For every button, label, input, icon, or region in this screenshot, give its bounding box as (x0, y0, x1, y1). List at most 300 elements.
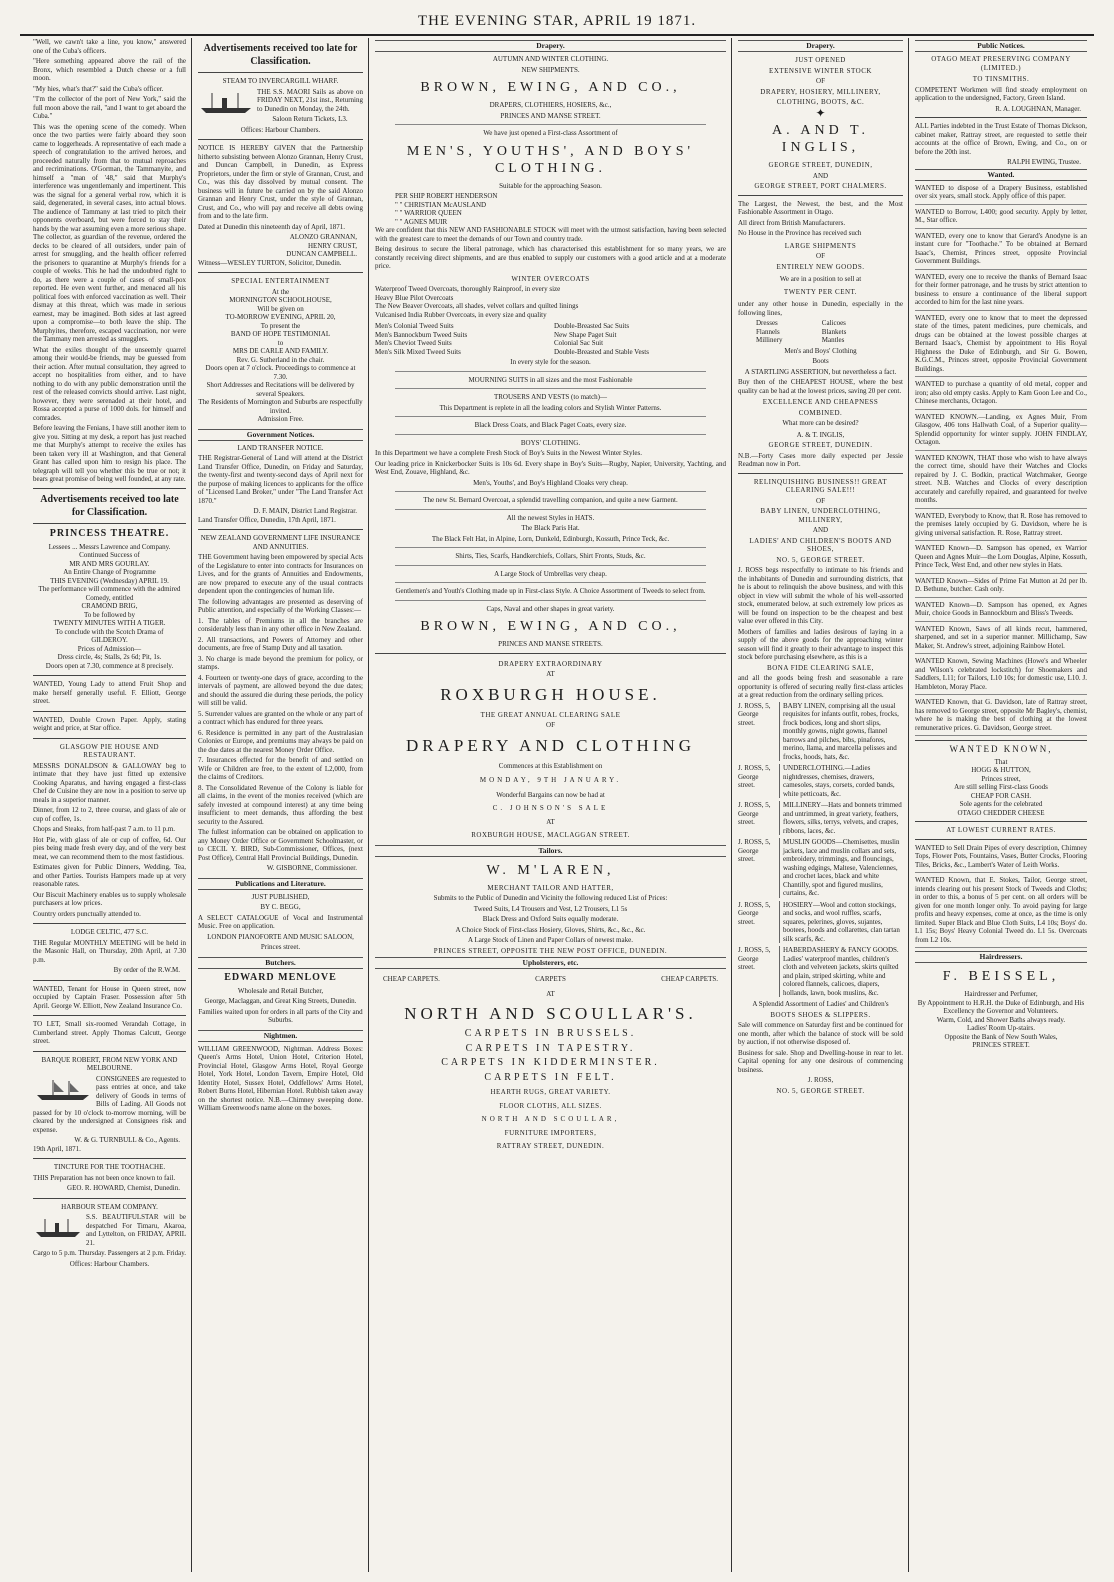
mlaren-black: Black Dress and Oxford Suits equally moderate. (482, 915, 619, 923)
greenwood-ad: WILLIAM GREENWOOD, Nightman. Address Boxes: Queen's Arms Hotel, Union Hotel, Criterion Hotel, Provincial Hotel, Glasgow Arms Hotel, Royal George Hotel, York Hotel, London Tavern, Empire Hotel, Old Identity Hotel, Sussex Hotel, Oddfellows' Arms Hotel, Robert Burns Hotel, Hibernian Hotel. Rubbish taken away on the shortest notice. N.B.—Chimney sweeping done. William Greenwood's name alone on the boxes. (198, 1044, 363, 1112)
ross-item (738, 764, 903, 798)
land-ad (198, 444, 363, 525)
firm-streets: PRINCES AND MANSE STREET. (500, 111, 601, 120)
nzgov-intro: The following advantages are presented as deserving of Public attention, and especially of the Working Classes:— (198, 597, 363, 614)
special-line: Short Addresses and Recitations will be delivered by several Speakers. (206, 381, 355, 398)
carpets-head-row (383, 975, 718, 984)
suit-item: Double-Breasted and Stable Vests (554, 347, 649, 356)
section-head: Advertisements received too late for Classification. (203, 43, 358, 67)
lodge-title: LODGE CELTIC, 477 S.C. (70, 928, 149, 936)
suit-item: Men's Cheviot Tweed Suits (375, 339, 452, 347)
special-line: BAND OF HOPE TESTIMONIAL (230, 330, 331, 338)
harbour-offices: Offices: Harbour Chambers. (69, 1259, 150, 1268)
boys-text: In this Department we have a complete Fresh Stock of Boy's Suits in the Newest Winter Styles. (375, 449, 642, 457)
baby-line: BABY LINEN, UNDERCLOTHING, MILLINERY, (760, 507, 881, 524)
port-line: GEORGE STREET, PORT CHALMERS. (754, 182, 887, 190)
pairs-list (738, 319, 903, 345)
suit-item: Men's Colonial Tweed Suits (375, 322, 454, 330)
theatre-line: To be followed by (83, 610, 136, 619)
just-text: A SELECT CATALOGUE of Vocal and Instrumental Music. Free on application. (198, 913, 363, 930)
firm-name: BROWN, EWING, AND CO., (420, 80, 681, 95)
nzgov-item: 5. Surrender values are granted on the whole or any part of a contract which has endured for three years. (198, 709, 363, 726)
column-4 (733, 38, 909, 1572)
umbrellas-line: A Large Stock of Umbrellas very cheap. (494, 569, 607, 578)
menlove-line: George, Maclaggan, and Great King Streets, Dunedin. (204, 997, 357, 1005)
desired-line: What more can be desired? (782, 419, 859, 427)
ship-name: " " AGNES MUIR (395, 217, 448, 226)
beissel-line: Opposite the Bank of New South Wales, (944, 1032, 1058, 1041)
paris-line: The Black Paris Hat. (521, 524, 580, 532)
suit-item: New Shape Paget Suit (554, 330, 617, 339)
wanted-ad: WANTED to dispose of a Drapery Business, established over six years, small stock. Apply office of this paper. (915, 184, 1087, 205)
barque-sign: W. & G. TURNBULL & Co., Agents. (74, 1136, 180, 1144)
opened-line: JUST OPENED (795, 56, 846, 64)
boys-head: BOYS' CLOTHING. (520, 438, 581, 447)
nzgov-text: THE Government having been empowered by special Acts of the Legislature to enter into contracts for Insurances on Lives, and for the grants of Annuities and Endowments, are now prepared to execute any of the usual contracts dependent upon the contingencies of human life. (198, 553, 363, 595)
boots-shoes-line: BOOTS SHOES & SLIPPERS. (770, 1010, 871, 1019)
ross-item-side: J. ROSS, 5, George street. (738, 900, 771, 926)
beissel-line: Warm, Cold, and Shower Baths always ready. (936, 1015, 1066, 1024)
wanted-ad: WANTED Known, that E. Stokes, Tailor, George street, intends clearing out his present Stock of Tweeds and Cloths; in order to this, a bonus of 5 per cent. on all orders will be given for one month longer only. To avoid paying for large profits and heavy expenses, come at once, as the time is only limited. Super Black and Blue Cloth Suits, L4 10s; Boys' do. L1 15s; Boys' Heavy Colonial Tweed do. L1 5s. Overcoats from L2 10s. (915, 876, 1087, 948)
notice-dated: Dated at Dunedin this nineteenth day of April, 1871. (198, 222, 345, 231)
special-line: MRS DE CARLE AND FAMILY. (232, 347, 329, 355)
wanted-ad: WANTED, Young Lady to attend Fruit Shop and make herself generally useful. F. Elliott, George street. (33, 680, 186, 705)
suit-item: Men's Silk Mixed Tweed Suits (375, 347, 461, 356)
nzgov-outro: The fullest information can be obtained on application to any Money Order Office or Government Schoolmaster, or to CECIL Y. BIRD, Sub-Commissioner, Offices, (next Post Office), Central Hall Provincial Buildings, Dunedin. (198, 828, 363, 862)
nzgov-item: 3. No charge is made beyond the premium for policy, or stamps. (198, 654, 363, 671)
splendid-line: A Splendid Assortment of Ladies' and Children's (752, 1000, 889, 1008)
theatre-line: MR AND MRS GOURLAY. (69, 559, 150, 568)
rattray-line: RATTRAY STREET, DUNEDIN. (496, 1142, 605, 1150)
firm-name: BROWN, EWING, AND CO., (420, 619, 681, 634)
section-head: Hairdressers. (915, 951, 1087, 963)
special-lines (198, 288, 363, 424)
column-3 (370, 38, 732, 1572)
ladies-line: LADIES' AND CHILDREN'S BOOTS AND SHOES, (749, 536, 892, 553)
black-dress-line: Black Dress Coats, and Black Paget Coats, every size. (474, 421, 627, 429)
commences-line: Commences at this Establishment on (498, 761, 603, 770)
nzgov-title: NEW ZEALAND GOVERNMENT LIFE INSURANCE AND ANNUITIES. (200, 534, 361, 551)
ross-item-side: J. ROSS, 5, George street. (738, 838, 771, 863)
land-title: LAND TRANSFER NOTICE. (237, 443, 324, 452)
firm-trade: DRAPERS, CLOTHIERS, HOSIERS, &c., (489, 101, 612, 109)
glasgow-line: Our Biscuit Machinery enables us to supply wholesale purchasers at low prices. (33, 890, 186, 907)
mens-clothing: MEN'S, YOUTHS', AND BOYS' CLOTHING. (406, 143, 695, 176)
opened-line: We have just opened a First-class Assortment of (483, 129, 618, 137)
theatre-line: GILDEROY. (91, 636, 128, 644)
land-text: THE Registrar-General of Land will attend at the District Land Transfer Office, Dunedin, on Friday and Saturday, the twenty-first and twenty-second days of April next for the purpose of making licences to applicants for the office of "Licensed Land Broker," under "The Land Transfer Act 1870." (198, 454, 363, 505)
story-paragraph: "Well, we cawn't take a line, you know," answered one of the Cuba's officers. (33, 38, 186, 55)
beissel-line: PRINCES STREET. (972, 1041, 1030, 1049)
theatre-lines (33, 543, 186, 671)
special-title: SPECIAL ENTERTAINMENT (231, 277, 330, 285)
just-by: BY C. BEGG, (260, 903, 301, 911)
harbour-title: HARBOUR STEAM COMPANY. (61, 1202, 158, 1211)
nzgov-item: 4. Fourteen or twenty-one days of grace, according to the intervals of payment, are allowed beyond the due dates; and should the assured die during these periods, the policy will still be valid. (198, 673, 363, 707)
bona-text: and all the goods being fresh and seasonable a rare opportunity is offered of securing really first-class articles at a great reduction from the ordinary selling prices. (738, 674, 903, 699)
section-head: Advertisements received too late for Classification. (40, 493, 179, 518)
ross-item (738, 901, 903, 944)
ross-sign: J. ROSS, (807, 1076, 834, 1084)
tincture-text: THIS Preparation has not been once known to fail. (33, 1173, 176, 1182)
overcoat-item: Vulcanised India Rubber Overcoats, in every size and quality (375, 310, 547, 319)
every-style: In every style for the season. (510, 358, 591, 366)
ross-item (738, 946, 903, 997)
confident-text: We are confident that this NEW AND FASHIONABLE STOCK will meet with the utmost satisfaction, having been selected with the greatest care to meet the demands of our Town and country trade. (375, 226, 726, 243)
tin-text: COMPETENT Workmen will find steady employment on application to the undersigned, Factory, Green Island. (915, 85, 1087, 102)
addr-line: NO. 5, GEORGE STREET. (776, 555, 865, 564)
hogg-line: Are still selling First-class Goods (954, 783, 1048, 791)
steam-title: STEAM TO INVERCARGILL WHARF. (222, 77, 339, 85)
glasgow-line: Chops and Steaks, from half-past 7 a.m. to 11 p.m. (33, 825, 176, 833)
relinq-line: RELINQUISHING BUSINESS!! GREAT CLEARING SALE!!! (753, 477, 888, 494)
steamship-icon (33, 1216, 83, 1240)
north-scoullar: NORTH AND SCOULLAR'S. (404, 1004, 697, 1023)
trousers-line: TROUSERS AND VESTS (to match)— (493, 393, 608, 401)
story-paragraph: Before leaving the Fenians, I have still another item to give you. Sitting at my desk, a report has just reached me that Murphy's attempt to receive the exiles has been taken very ill at Washington, and that General Grant has called upon him to resign his place. The telegraph will tell you whether this be true or not; it bears great promise of being well founded, at any rate. (33, 424, 186, 483)
hogg-line: CHEAP FOR CASH. (970, 791, 1032, 800)
no-house-text: No House in the Province has received such (738, 229, 862, 237)
theatre-line: Prices of Admission— (77, 644, 142, 653)
hogg-line: That (994, 757, 1008, 766)
nzgov-sign: W. GISBORNE, Commissioner. (266, 864, 357, 872)
sale-text: Sale will commence on Saturday first and be continued for one month, after which the balance of stock will be sold by auction, if not otherwise disposed of. (738, 1021, 903, 1046)
special-line: Rev. G. Sutherland in the chair. (236, 355, 325, 364)
tin-sign: R. A. LOUGHNAN, Manager. (995, 104, 1081, 113)
at-line: AT (546, 670, 555, 678)
wanted-ad: WANTED, Everybody to Know, that R. Rose has removed to the premises lately occupied by G. Davidson, where he is giving universal satisfaction. R. Rose, Rattray street. (915, 512, 1087, 542)
suit-item: Men's Bannockburn Tweed Suits (375, 330, 468, 339)
hogg-line: Princes street, (981, 774, 1021, 783)
just-title: JUST PUBLISHED, (251, 892, 310, 901)
menlove-line: Families waited upon for orders in all parts of the City and Suburbs. (198, 1007, 363, 1024)
of-line: OF (816, 77, 825, 85)
nzgov-item: 2. All transactions, and Powers of Attorney and other documents, are free of Stamp Duty and all taxation. (198, 635, 363, 652)
ross-item-side: J. ROSS, 5, George street. (738, 801, 771, 826)
new-shipments: NEW SHIPMENTS. (521, 65, 580, 74)
inglis-sign: A. & T. INGLIS, (796, 430, 845, 439)
drapery-clothing: DRAPERY AND CLOTHING (405, 735, 696, 755)
harbour-ad (33, 1203, 186, 1269)
lodge-text: THE Regular MONTHLY MEETING will be held in the Masonic Hall, on Thursday, 20th April, at 7.30 p.m. (33, 938, 186, 964)
suitable-line: Suitable for the approaching Season. (499, 181, 602, 190)
ross-item-side: J. ROSS, 5, George street. (738, 701, 771, 727)
divider-icon: ✦ (815, 105, 826, 120)
story-paragraph: "My hies, what's that?" said the Cuba's officer. (33, 84, 164, 93)
section-head: Upholsterers, etc. (375, 957, 726, 969)
ship-name: " " WARRIOR QUEEN (395, 209, 462, 217)
pair-item: Blankets (821, 327, 847, 336)
wanted-ad: WANTED, Tenant for House in Queen street, now occupied by Captain Fraser. Possession after 5th April. George W. Elliott, New Zealand Insurance Co. (33, 984, 186, 1010)
under-text: under any other house in Dunedin, especially in the following lines, (738, 300, 903, 317)
hats-line: All the newest Styles in HATS. (506, 513, 595, 522)
carpets-line: CARPETS IN BRUSSELS. (464, 1028, 637, 1039)
section-head: Butchers. (198, 957, 363, 969)
ship-icon (33, 1078, 93, 1102)
desirous-text: Being desirous to secure the liberal patronage, which has characterised this establishment for so many years, we are constantly receiving direct shipments, and are thus enabled to supply our customers with a good article and at a moderate price. (375, 245, 726, 270)
just-shop: LONDON PIANOFORTE AND MUSIC SALOON, (207, 932, 354, 941)
theatre-line: The performance will commence with the admired Comedy, entitled (38, 585, 181, 602)
boots-line: Boots (812, 357, 829, 365)
mlaren-name: W. M'LAREN, (486, 862, 615, 878)
large-line: LARGE SHIPMENTS (784, 241, 857, 250)
theatre-line: Continued Success of (79, 551, 140, 559)
section-head: Tailors. (375, 845, 726, 857)
replete-line: This Department is replete in all the leading colors and Stylish Winter Patterns. (439, 403, 662, 412)
carpets-lines (375, 1030, 726, 1082)
autumn-line: AUTUMN AND WINTER CLOTHING. (492, 55, 609, 63)
and-line: AND (812, 526, 829, 534)
nzgov-item: 1. The tables of Premiums in all the branches are considerably less than in any other office in New Zealand. (198, 616, 363, 633)
notice-sign: DUNCAN CAMPBELL. (286, 250, 357, 258)
bargains-line: Wonderful Bargains can now be had at (496, 790, 605, 799)
theatre-line: Lessees ... Messrs Lawrence and Company. (48, 542, 171, 551)
glasgow-lines (33, 762, 186, 919)
and-line: AND (812, 171, 829, 180)
section-head: Drapery. (375, 40, 726, 52)
hearth-line: HEARTH RUGS, GREAT VARIETY. (490, 1088, 611, 1096)
ships-list (395, 192, 726, 226)
wanted-ad: WANTED, every one to receive the thanks of Bernard Isaac for their former patronage, and he trusts by strict attention to business to ensure a continuance of the liberal support accorded to him for the last nine years. (915, 273, 1087, 311)
entirely-line: ENTIRELY NEW GOODS. (776, 262, 865, 271)
mlaren-prices: Tweed Suits, L4 Trousers and Vest, L2 Trousers, L1 5s (473, 904, 628, 913)
wanted-ad: WANTED to Sell Drain Pipes of every description, Chimney Tops, Flower Pots, Fountains, Vases, Butter Crocks, Flooring Tiles, Bricks, &c., Lambert's Water of Leith Works. (915, 844, 1087, 874)
tolet-ad: TO LET, Small six-roomed Verandah Cottage, in Cumberland street. Apply Thomas Calcutt, George street. (33, 1020, 186, 1045)
steam-fares: Saloon Return Tickets, L3. (272, 115, 348, 123)
mlaren-text: Submits to the Public of Dunedin and Vicinity the following reduced List of Prices: (433, 894, 668, 902)
suits-right (554, 322, 726, 356)
pair-item: Mantles (821, 336, 845, 344)
column-1 (28, 38, 192, 1572)
section-head: Nightmen. (198, 1030, 363, 1042)
story-lines (33, 38, 186, 484)
monday-line: MONDAY, 9TH JANUARY. (479, 776, 622, 784)
inglis-name: A. AND T. INGLIS, (772, 123, 869, 155)
beissel-lines (915, 990, 1087, 1050)
mens-line: Men's and Boys' Clothing (784, 346, 857, 355)
theatre-line: An Entire Change of Programme (63, 568, 156, 576)
ross-item-text: HABERDASHERY & FANCY GOODS. Ladies' waterproof mantles, children's cloth and velveteen jackets, skirts quilted and plain, striped skirting, white and colored flannels, calicoes, diapers, hollands, lawn, book muslins, &c. (779, 946, 903, 997)
land-date: Land Transfer Office, Dunedin, 17th April, 1871. (198, 515, 336, 524)
firm-streets: PRINCES AND MANSE STREETS. (498, 640, 603, 648)
special-line: TO-MORROW EVENING, APRIL 20, (225, 313, 336, 321)
nzgov-item: 8. The Consolidated Revenue of the Colony is liable for all claims, in the event of the monies received (which are safely invested at compound interest) at any time being insufficient to meet demands, thus affording the best security to the Assured. (198, 783, 363, 826)
special-line: Doors open at 7 o'clock. Proceedings to commence at 7.30. (205, 364, 356, 381)
ship-name: PER SHIP ROBERT HENDERSON (395, 192, 498, 200)
carpets-line: CARPETS IN TAPESTRY. (465, 1042, 636, 1054)
buy-text: Buy then of the CHEAPEST HOUSE, where the best quality can be had at the lowest prices, saving 20 per cent. (738, 378, 903, 395)
glasgow-line: MESSRS DONALDSON & GALLOWAY beg to intimate that they have just fitted up extensive Cooking Aparatus, and having engaged a first-class Chef de Cuisine they are now in a position to serve up meals in a superior manner. (33, 761, 186, 804)
barque-text: CONSIGNEES are requested to pass entries at once, and take delivery of Goods in terms of Bills of Lading. All Goods not passed for by 10 o'clock to-morrow morning, will be cleared by the undersigned at Consignees risk and expense. (33, 1074, 186, 1134)
story-paragraph: What the exiles thought of the unseemly quarrel among their would-be friends, may be guessed from their action. After mutual consultation, they agreed to accept no hospitalities from either, and to have nothing to do with any public demonstration until the rest of the released convicts should arrive. Last night, however, they were serenaded at their hotel, and Rossa accepted a purse of 1000 dols. for himself and comrades. (33, 345, 186, 422)
special-line: To present the (260, 321, 301, 330)
tincture-sign: GEO. R. HOWARD, Chemist, Dunedin. (67, 1184, 180, 1192)
mlaren-choice: A Choice Stock of First-class Hosiery, Gloves, Shirts, &c., &c., &c. (455, 925, 646, 934)
ross-item-text: MILLINERY—Hats and bonnets trimmed and untrimmed, in great variety, feathers, flowers, silks, terrys, velvets, and crapes, ribbons, laces, &c. (779, 801, 903, 835)
roxburgh-street: ROXBURGH HOUSE, MACLAGGAN STREET. (471, 831, 630, 839)
wanted-ad: WANTED to Borrow, L400; good security. Apply by letter, M., Star office. (915, 208, 1087, 229)
shirts-line: Shirts, Ties, Scarfs, Handkerchiefs, Collars, Shirt Fronts, Studs, &c. (455, 552, 646, 560)
suits-table (375, 322, 726, 356)
mlaren-linen: A Large Stock of Linen and Paper Collars of newest make. (468, 936, 633, 944)
wanted-ad: WANTED Known—D. Sampson has opened, ex Agnes Muir, choice Goods in Bannockburn and Bliss's Tweeds. (915, 601, 1087, 622)
notice-witness: Witness—WESLEY TURTON, Solicitor, Dunedin. (198, 258, 342, 267)
ross-item (738, 702, 903, 762)
special-line: At the (271, 287, 290, 296)
pair-row (756, 328, 885, 337)
notice-sign: ALONZO GRANNAN, (289, 233, 357, 241)
story-paragraph: "Here something appeared above the rail of the Bronx, which resembled a Dutch cheese or a full moon. (33, 57, 186, 82)
glasgow-title: GLASGOW PIE HOUSE AND RESTAURANT. (59, 742, 160, 759)
at-line: AT (546, 817, 555, 826)
carpets-center: CARPETS (535, 975, 566, 983)
ross-item-text: UNDERCLOTHING.—Ladies nightdresses, chemises, drawers, camesoles, stays, corsets, corded bands, white petticoats, &c. (779, 764, 903, 798)
ross-item-text: HOSIERY—Wool and cotton stockings, and socks, and wool ruffles, scarfs, squares, pelerines, gloves, sujantes, bootees, hoods and collarettes, clan tartan silk scarfs, &c. (779, 901, 903, 944)
menlove-ad (198, 972, 363, 1025)
section-head: Publications and Literature. (198, 878, 363, 890)
theatre-line: TWENTY MINUTES WITH A TIGER. (53, 619, 166, 627)
overcoat-item: Heavy Blue Pilot Overcoats (375, 293, 454, 302)
johnson-line: C. JOHNSON'S SALE (492, 804, 609, 812)
steam-text: THE S.S. MAORI Sails as above on FRIDAY NEXT, 21st inst., Returning to Dunedin on Monday, the 24th. (257, 87, 363, 113)
theatre-line: Doors open at 7.30, commence at 8 precisely. (45, 661, 174, 670)
ross-text: J. ROSS begs respectfully to intimate to his friends and the inhabitants of Dunedin and surrounding districts, that he is about to relinquish the above business, and with this object in view will submit the whole of his well-assorted stock, enumerated below, at such extremely low prices as will be found on inspection to be the cheapest and best value ever offered in this City. (738, 566, 903, 625)
wanted-ad: WANTED Known, Saws of all kinds recut, hammered, sharpened, and set in a superior manner. Millichamp, Saw Maker, St. Andrew's street, adjoining Rainbow Hotel. (915, 625, 1087, 655)
ns-line: NORTH AND SCOULLAR, (481, 1115, 620, 1123)
clearing-line: THE GREAT ANNUAL CLEARING SALE (480, 710, 621, 719)
barque-date: 19th April, 1871. (33, 1144, 81, 1153)
special-line: to (277, 338, 284, 347)
tincture-title: TINCTURE FOR THE TOOTHACHE. (53, 1163, 166, 1171)
bernard-line: The new St. Bernard Overcoat, a splendid travelling companion, and quite a new Garment. (423, 496, 678, 504)
nzgov-items (198, 617, 363, 827)
twenty-line: TWENTY PER CENT. (783, 287, 858, 296)
lowest-line: AT LOWEST CURRENT RATES. (946, 826, 1056, 834)
winter-head: WINTER OVERCOATS (511, 274, 590, 283)
hogg-lines (915, 758, 1087, 818)
overcoat-item: The New Beaver Overcoats, all shades, velvet collars and quilted linings (375, 302, 579, 310)
ewing-sign: RALPH EWING, Trustee. (1007, 158, 1081, 166)
wanted-b-list (915, 844, 1087, 949)
clothing-line: CLOTHING, BOOTS, &C. (776, 98, 865, 106)
ross-items (738, 702, 903, 998)
ross-item-side: J. ROSS, 5, George street. (738, 946, 771, 971)
theatre-line: THIS EVENING (Wednesday) APRIL 19. (50, 576, 169, 585)
theatre-line: CRAMOND BRIG, (81, 602, 138, 610)
glasgow-line: Country orders punctually attended to. (33, 909, 141, 918)
glasgow-line: Hot Pie, with glass of ale or cup of coffee, 6d. Our pies being made fresh every day, and of the very best meat, we can recommend them to the most fastidious. (33, 835, 186, 861)
bona-line: BONA FIDE CLEARING SALE, (767, 663, 874, 672)
beissel-line: By Appointment to H.R.H. the Duke of Edinburgh, and His Excellency the Governor and Volunteers. (917, 998, 1085, 1015)
notice-signs (198, 233, 357, 259)
pair-row (756, 319, 885, 328)
carpets-line: CARPETS IN FELT. (484, 1071, 617, 1083)
just-ad (198, 893, 363, 952)
wanted-list (915, 184, 1087, 737)
story-paragraph: This was the opening scene of the comedy. When once the two parties were fairly aboard they soon came to loggerheads. A representative of each made a speech of congratulation to the arrived heroes, and proceeded naturally from that to mutual reproaches and recriminations. O'Gorman, the Tammanyite, and himself a "man of '48," said that Murphy's interference was ungentlemanly and impertinent. This was the signal for a general verbal row, which it is said, degenerated, in several cases, into actual blows. The audience of Tammany at last tried to pitch their opponents overboard, but were forced to stay their hands by the war assuming even a more serious shape. The collector, as guardian of the revenue, ordered the decks to be cleared of all outsiders, under pain of arrest for smuggling, and the health officer referred the prisoners to quarantine at Murphy's friends for a couple of weeks. This he had the undoubted right to do, as there were a couple of cases of small-pox reported. He even went further, and menaced all his political foes with enforced vaccination as well. Their dismay at this threat, which was made in serious earnest, may be imagined. Both sides at last agreed upon a compromise—to both leave the ship. The Murphyites, therefore, escaped vaccination, nor were the Tammany men arrested as smugglers. (33, 122, 186, 343)
steam-offices: Offices: Harbour Chambers. (240, 125, 321, 134)
excellence-line: EXCELLENCE AND CHEAPNESS (762, 398, 879, 406)
hogg-line: HOGG & HUTTON, (971, 766, 1031, 774)
column-2 (193, 38, 369, 1572)
special-ad (198, 277, 363, 424)
theatre-title: PRINCESS THEATRE. (49, 527, 170, 539)
ross-item-side: J. ROSS, 5, George street. (738, 764, 771, 789)
position-line: We are in a position to sell at (779, 275, 862, 283)
pair-item: Millinery (756, 336, 783, 344)
of-line: OF (546, 721, 555, 729)
parties-text: ALL Parties indebted in the Trust Estate of Thomas Dickson, cabinet maker, Rattray street, are requested to settle their accounts at the office of Brown, Ewing, and Co., on or before the 20th inst. (915, 122, 1087, 156)
land-sign: D. F. MAIN, District Land Registrar. (253, 507, 357, 515)
nzgov-item: 6. Residence is permitted in any part of the Australasian Colonies or Europe, and premiums may always be paid on the due dates at the nearest Money Order Office. (198, 728, 363, 754)
section-head: Drapery. (738, 40, 903, 52)
lodge-sign: By order of the R.W.M. (113, 966, 180, 974)
ship-name: " " CHRISTIAN McAUSLAND (395, 200, 487, 209)
mourning-line: MOURNING SUITS in all sizes and the most Fashionable (468, 375, 633, 384)
column-5 (910, 38, 1092, 1572)
overcoats-list (375, 285, 726, 319)
pair-item: Dresses (756, 319, 778, 327)
wanted-ad: WANTED to purchase a quantity of old metal, copper and iron; also old empty casks. Apply to Kam Goon Lee and Co., Chinese merchants, Octagon. (915, 380, 1087, 410)
hogg-line: OTAGO CHEDDER CHEESE (957, 808, 1045, 817)
wanted-ad: WANTED, every one to know that to meet the depressed state of the times, patent medicines, pure chemicals, and drugs can be obtained at the lowest possible charges at Bernard Isaac's, Chemist by appointment to His Royal Highness the Duke of Edinburgh, and Sir G. Bowen, K.G.C.M., Princes street, opposite Provincial Government Buildings. (915, 314, 1087, 378)
of-line: OF (816, 252, 825, 260)
section-head: Government Notices. (198, 429, 363, 441)
glasgow-ad (33, 743, 186, 919)
george-line: GEORGE STREET, DUNEDIN. (768, 441, 873, 449)
wanted-ad: WANTED, Double Crown Paper. Apply, stating weight and price, at Star office. (33, 715, 186, 732)
wanted-ad: WANTED Known—D. Sampson has opened, ex Warrior Queen and Agnes Muir—the Lorn Douglas, Alpine, Kossuth, Prince Teck, West End, and other new styles in Hats. (915, 544, 1087, 574)
notice-ad (198, 144, 363, 267)
mlaren-trade: MERCHANT TAILOR AND HATTER, (487, 883, 614, 892)
wanted-ad: WANTED KNOWN.—Landing, ex Agnes Muir, From Glasgow, 406 tons Hallwath Coal, of a Superior quality—Splendid opportunity for winter supply. JOHN FINDLAY, Octagon. (915, 413, 1087, 451)
mothers-text: Mothers of families and ladies desirous of laying in a supply of the above goods for the approaching winter season will find it greatly to their advantage to inspect this stock before purchasing elsewhere, as this is a (738, 627, 903, 661)
hogg-title: WANTED KNOWN, (949, 744, 1053, 754)
pair-item: Calicoes (821, 319, 846, 327)
cheap-carpets-left: CHEAP CARPETS. (383, 975, 440, 983)
caps-line: Caps, Naval and other shapes in great variety. (486, 604, 615, 613)
wanted-ad: WANTED Known, Sewing Machines (Howe's and Wheeler and Wilson's celebrated lockstitch) for Shoemakers and Saddlers, L11; for Tailors, L10 10s; for domestic use, L10. J. Hambleton, Moray Place. (915, 657, 1087, 695)
cloaks-line: Men's, Youths', and Boy's Highland Cloaks very cheap. (473, 478, 628, 487)
harbour-cargo: Cargo to 5 p.m. Thursday. Passengers at 2 p.m. Friday. (33, 1249, 187, 1257)
steam-ad (198, 77, 363, 134)
glasgow-line: Dinner, from 12 to 2, three course, and glass of ale or cup of coffee, 1s. (33, 806, 186, 823)
premises-text: Business for sale. Shop and Dwelling-house in rear to let. Capital opening for any one desirous of commencing business. (738, 1048, 903, 1074)
wanted-ad: WANTED Known, that G. Davidson, late of Rattray street, has removed to George street, opposite Mr Bagley's, chemist, where he is making the best of clothing at the lowest remunerative prices. G. Davidson, George street. (915, 698, 1087, 736)
special-line: Will be given on (257, 304, 304, 313)
ross-item (738, 838, 903, 898)
lines-line: DRAPERY, HOSIERY, MILLINERY, (760, 87, 881, 96)
wanted-ad: WANTED KNOWN, THAT those who wish to have always the correct time, should have their Watches and Clocks repaired by J. C. Bodkin, practical Watchmaker, George street. N.B. Watches and Clocks of every description accurately and carefully repaired, and guaranteed for twelve months. (915, 454, 1087, 509)
theatre-line: Dress circle, 4s; Stalls, 2s 6d; Pit, 1s. (57, 653, 162, 661)
extensive-line: EXTENSIVE WINTER STOCK (769, 66, 872, 75)
harbour-text: S.S. BEAUTIFULSTAR will be despatched For Timaru, Akaroa, and Lyttelton, on FRIDAY, APRIL 21. (86, 1213, 186, 1247)
notice-sign: HENRY CRUST, (307, 241, 357, 250)
steamship-icon (198, 91, 254, 115)
floor-line: FLOOR CLOTHS, ALL SIZES. (499, 1101, 602, 1110)
wanted-ad: WANTED, every one to know that Gerard's Anodyne is an instant cure for "Toothache." To be obtained at Bernard Isaac's, Chemist, Princes street, opposite Provincial Government Buildings. (915, 232, 1087, 270)
menlove-line: Wholesale and Retail Butcher, (237, 986, 324, 995)
carpets-line: CARPETS IN KIDDERMINSTER. (441, 1057, 660, 1068)
suit-item: Colonial Sac Suit (554, 339, 604, 347)
furn-line: FURNITURE IMPORTERS, (504, 1128, 597, 1137)
beissel-line: Hairdresser and Perfumer, (964, 990, 1038, 998)
section-head: Public Notices. (915, 40, 1087, 52)
direct-text: All direct from British Manufacturers. (738, 218, 846, 227)
barque-ad (33, 1056, 186, 1154)
notice-text: NOTICE IS HEREBY GIVEN that the Partnership hitherto subsisting between Alonzo Grannan, Henry Crust, and Duncan Campbell, in Dunedin, as Express Proprietors, under the firm or style of Grannan, Crust, and Co., was this day dissolved by mutual consent. The business will in future be carried on by the said Alonzo Grannan and Henry Crust, under the style of Grannan, Crust, and Co., who will pay and receive all debts owing from and to the late firm. (198, 144, 363, 220)
tinsmiths-line: TO TINSMITHS. (972, 75, 1030, 83)
